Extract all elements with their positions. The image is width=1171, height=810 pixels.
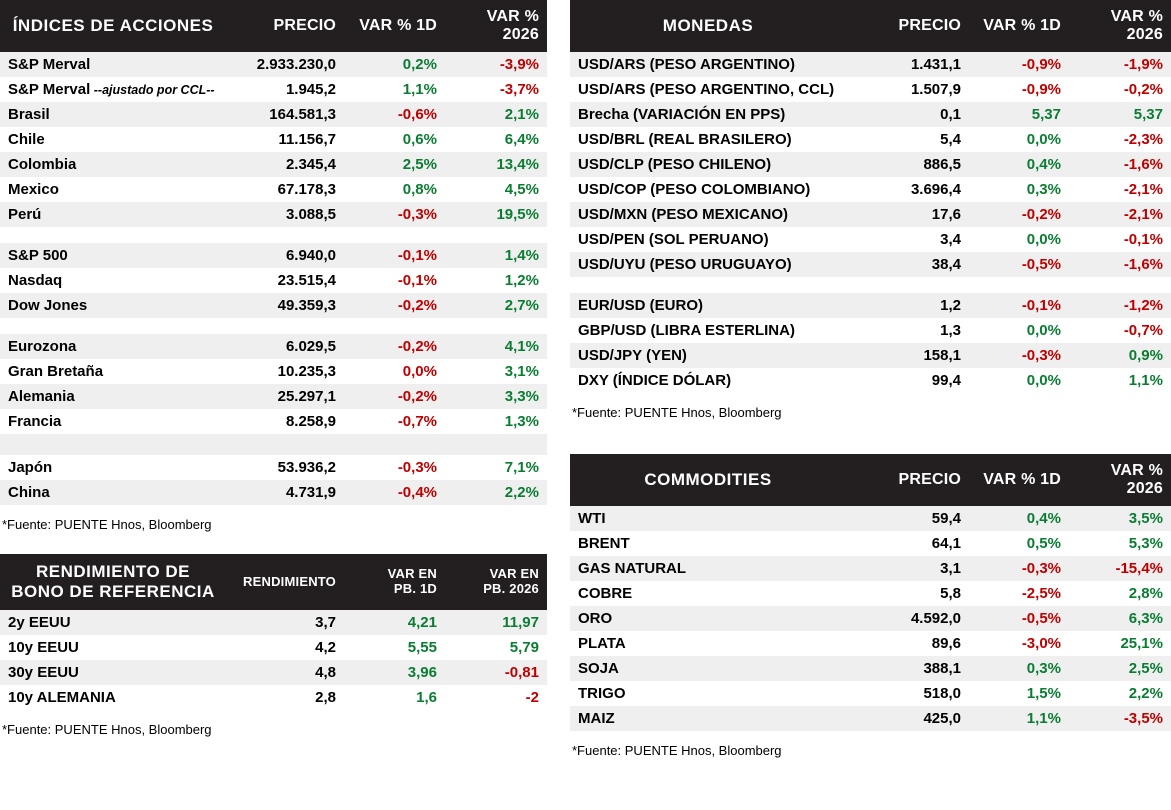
currencies-header-price: PRECIO [846, 0, 969, 52]
row-var-1d: 1,6 [344, 685, 445, 710]
row-var-1d: -0,3% [969, 556, 1069, 581]
row-var-ytd: 2,8% [1069, 581, 1171, 606]
row-var-ytd: 6,4% [445, 127, 547, 152]
row-label: USD/JPY (YEN) [570, 343, 846, 368]
row-label: GBP/USD (LIBRA ESTERLINA) [570, 318, 846, 343]
row-price: 4,2 [226, 635, 344, 660]
commodities-header-var1d: VAR % 1D [969, 454, 1069, 506]
row-var-ytd: 2,5% [1069, 656, 1171, 681]
equities-header-row [0, 0, 547, 52]
equities-header-var1d: VAR % 1D [344, 0, 445, 52]
table-row [0, 610, 547, 635]
row-label: SOJA [570, 656, 846, 681]
row-var-ytd: -15,4% [1069, 556, 1171, 581]
row-var-ytd: 1,2% [445, 268, 547, 293]
row-price: 38,4 [846, 252, 969, 277]
row-var-ytd: 5,3% [1069, 531, 1171, 556]
row-label: DXY (ÍNDICE DÓLAR) [570, 368, 846, 393]
row-price: 4,8 [226, 660, 344, 685]
row-var-ytd: 5,79 [445, 635, 547, 660]
table-row [570, 656, 1171, 681]
bonds-header-var1d-line1: VAR EN [387, 566, 437, 582]
table-row [570, 102, 1171, 127]
row-price: 49.359,3 [226, 293, 344, 318]
table-row [0, 52, 547, 77]
row-label: USD/UYU (PESO URUGUAYO) [570, 252, 846, 277]
row-var-ytd: 2,7% [445, 293, 547, 318]
commodities-header-row [570, 454, 1171, 506]
row-var-ytd: 2,2% [1069, 681, 1171, 706]
table-row [0, 102, 547, 127]
table-row [570, 152, 1171, 177]
table-row [0, 685, 547, 710]
row-var-ytd: 6,3% [1069, 606, 1171, 631]
row-var-ytd: -0,1% [1069, 227, 1171, 252]
row-label: USD/BRL (REAL BRASILERO) [570, 127, 846, 152]
row-price: 2.345,4 [226, 152, 344, 177]
currencies-header-var2026: VAR % 2026 [1069, 0, 1171, 52]
row-label: 30y EEUU [0, 660, 226, 685]
table-row [570, 252, 1171, 277]
row-var-ytd: -2,3% [1069, 127, 1171, 152]
row-var-1d: 0,0% [344, 359, 445, 384]
bonds-header-var2026 [445, 554, 547, 610]
row-var-ytd: -3,9% [445, 52, 547, 77]
row-price: 3.696,4 [846, 177, 969, 202]
row-price: 10.235,3 [226, 359, 344, 384]
row-label: S&P Merval --ajustado por CCL-- [0, 77, 226, 102]
row-var-ytd: -1,2% [1069, 293, 1171, 318]
bonds-header-var2026-line1: VAR EN [489, 566, 539, 582]
row-label: Japón [0, 455, 226, 480]
row-price: 388,1 [846, 656, 969, 681]
bonds-body [0, 610, 547, 710]
row-var-1d: -0,3% [969, 343, 1069, 368]
row-price: 1.507,9 [846, 77, 969, 102]
row-label: Francia [0, 409, 226, 434]
row-price: 23.515,4 [226, 268, 344, 293]
row-var-ytd: 3,3% [445, 384, 547, 409]
row-price: 8.258,9 [226, 409, 344, 434]
table-row [0, 268, 547, 293]
row-label: ORO [570, 606, 846, 631]
row-var-1d: -0,1% [344, 243, 445, 268]
row-price: 4.592,0 [846, 606, 969, 631]
table-row [0, 334, 547, 359]
currencies-table [570, 0, 1171, 393]
table-row [570, 506, 1171, 531]
row-label: Colombia [0, 152, 226, 177]
row-var-ytd: 2,1% [445, 102, 547, 127]
row-price: 25.297,1 [226, 384, 344, 409]
row-var-1d: -0,3% [344, 455, 445, 480]
row-var-ytd: -0,81 [445, 660, 547, 685]
row-label: USD/PEN (SOL PERUANO) [570, 227, 846, 252]
row-label: Eurozona [0, 334, 226, 359]
row-var-ytd: -0,2% [1069, 77, 1171, 102]
row-price: 6.029,5 [226, 334, 344, 359]
row-var-1d: 0,3% [969, 177, 1069, 202]
row-price: 886,5 [846, 152, 969, 177]
spacer-cell [0, 434, 547, 455]
row-var-1d: 0,5% [969, 531, 1069, 556]
table-row [0, 152, 547, 177]
bonds-header-var1d-line2: PB. 1D [393, 581, 437, 596]
equities-source: *Fuente: PUENTE Hnos, Bloomberg [2, 517, 212, 532]
row-var-ytd: 11,97 [445, 610, 547, 635]
row-var-ytd: 5,37 [1069, 102, 1171, 127]
row-label: Perú [0, 202, 226, 227]
table-row [570, 202, 1171, 227]
row-var-ytd: -2,1% [1069, 177, 1171, 202]
row-var-1d: 0,2% [344, 52, 445, 77]
row-label: S&P Merval [0, 52, 226, 77]
row-var-ytd: 4,5% [445, 177, 547, 202]
row-var-ytd: -1,6% [1069, 152, 1171, 177]
row-label: GAS NATURAL [570, 556, 846, 581]
table-spacer [0, 434, 547, 455]
row-var-1d: -3,0% [969, 631, 1069, 656]
table-row [0, 480, 547, 505]
spacer-cell [0, 227, 547, 243]
row-price: 5,4 [846, 127, 969, 152]
table-row [570, 343, 1171, 368]
row-var-1d: 1,1% [969, 706, 1069, 731]
row-var-ytd: -1,6% [1069, 252, 1171, 277]
table-row [570, 77, 1171, 102]
row-price: 1,2 [846, 293, 969, 318]
bonds-header-yield: RENDIMIENTO [226, 554, 344, 610]
row-var-1d: 0,0% [969, 368, 1069, 393]
row-var-ytd: 1,1% [1069, 368, 1171, 393]
row-label: Brecha (VARIACIÓN EN PPS) [570, 102, 846, 127]
row-var-ytd: 2,2% [445, 480, 547, 505]
row-price: 3,1 [846, 556, 969, 581]
row-price: 3.088,5 [226, 202, 344, 227]
row-price: 2,8 [226, 685, 344, 710]
row-price: 11.156,7 [226, 127, 344, 152]
row-label: Brasil [0, 102, 226, 127]
bonds-header-var2026-line2: PB. 2026 [483, 581, 539, 596]
row-label: PLATA [570, 631, 846, 656]
row-var-1d: 0,4% [969, 152, 1069, 177]
row-var-1d: 0,8% [344, 177, 445, 202]
row-var-ytd: 0,9% [1069, 343, 1171, 368]
row-var-ytd: 19,5% [445, 202, 547, 227]
row-price: 5,8 [846, 581, 969, 606]
left-column [0, 0, 547, 741]
row-label: Chile [0, 127, 226, 152]
table-row [570, 631, 1171, 656]
spacer-cell [0, 318, 547, 334]
row-var-ytd: 3,5% [1069, 506, 1171, 531]
row-var-1d: -0,1% [344, 268, 445, 293]
row-var-ytd: -3,7% [445, 77, 547, 102]
row-price: 67.178,3 [226, 177, 344, 202]
table-spacer [0, 318, 547, 334]
table-row [570, 556, 1171, 581]
bonds-title [0, 554, 226, 610]
row-price: 1.945,2 [226, 77, 344, 102]
row-label: EUR/USD (EURO) [570, 293, 846, 318]
row-var-1d: 3,96 [344, 660, 445, 685]
row-var-1d: -0,7% [344, 409, 445, 434]
table-row [0, 359, 547, 384]
row-label: USD/CLP (PESO CHILENO) [570, 152, 846, 177]
row-label: 2y EEUU [0, 610, 226, 635]
row-var-1d: -0,2% [969, 202, 1069, 227]
row-price: 64,1 [846, 531, 969, 556]
row-price: 6.940,0 [226, 243, 344, 268]
row-var-ytd: 1,3% [445, 409, 547, 434]
row-label: MAIZ [570, 706, 846, 731]
row-var-ytd: 25,1% [1069, 631, 1171, 656]
table-spacer [570, 277, 1171, 293]
commodities-header-var2026: VAR % 2026 [1069, 454, 1171, 506]
row-price: 3,4 [846, 227, 969, 252]
row-var-ytd: -3,5% [1069, 706, 1171, 731]
row-var-ytd: 7,1% [445, 455, 547, 480]
table-row [0, 77, 547, 102]
table-row [0, 455, 547, 480]
row-var-1d: -0,2% [344, 293, 445, 318]
row-var-1d: 0,0% [969, 227, 1069, 252]
row-label: USD/ARS (PESO ARGENTINO, CCL) [570, 77, 846, 102]
row-label: TRIGO [570, 681, 846, 706]
table-row [570, 581, 1171, 606]
row-label: Alemania [0, 384, 226, 409]
row-price: 59,4 [846, 506, 969, 531]
table-row [570, 127, 1171, 152]
row-price: 1.431,1 [846, 52, 969, 77]
bonds-source: *Fuente: PUENTE Hnos, Bloomberg [2, 722, 212, 737]
row-var-1d: 5,37 [969, 102, 1069, 127]
row-var-1d: -0,2% [344, 384, 445, 409]
currencies-header-var1d: VAR % 1D [969, 0, 1069, 52]
commodities-title: COMMODITIES [570, 454, 846, 506]
bonds-header-row [0, 554, 547, 610]
commodities-source: *Fuente: PUENTE Hnos, Bloomberg [572, 743, 782, 758]
row-label: Nasdaq [0, 268, 226, 293]
table-row [570, 368, 1171, 393]
table-row [570, 681, 1171, 706]
table-row [0, 635, 547, 660]
row-var-1d: -0,5% [969, 252, 1069, 277]
row-var-ytd: 3,1% [445, 359, 547, 384]
table-row [0, 243, 547, 268]
row-price: 518,0 [846, 681, 969, 706]
row-var-1d: 0,0% [969, 127, 1069, 152]
table-row [0, 293, 547, 318]
commodities-header-price: PRECIO [846, 454, 969, 506]
row-label: COBRE [570, 581, 846, 606]
table-row [0, 127, 547, 152]
table-row [570, 706, 1171, 731]
row-var-1d: -0,2% [344, 334, 445, 359]
row-price: 4.731,9 [226, 480, 344, 505]
row-price: 2.933.230,0 [226, 52, 344, 77]
row-var-1d: 0,0% [969, 318, 1069, 343]
row-var-ytd: -0,7% [1069, 318, 1171, 343]
bonds-title-line2: BONO DE REFERENCIA [11, 582, 215, 601]
row-var-ytd: 4,1% [445, 334, 547, 359]
table-row [570, 177, 1171, 202]
row-label: WTI [570, 506, 846, 531]
row-var-1d: -0,1% [969, 293, 1069, 318]
row-price: 158,1 [846, 343, 969, 368]
table-row [0, 202, 547, 227]
right-column [570, 0, 1171, 762]
equities-table [0, 0, 547, 505]
equities-body [0, 52, 547, 505]
table-row [570, 318, 1171, 343]
bonds-table [0, 554, 547, 710]
commodities-body [570, 506, 1171, 731]
row-label: Dow Jones [0, 293, 226, 318]
row-var-ytd: -1,9% [1069, 52, 1171, 77]
table-row [570, 293, 1171, 318]
row-var-1d: 0,4% [969, 506, 1069, 531]
currencies-header-row [570, 0, 1171, 52]
row-var-1d: -0,5% [969, 606, 1069, 631]
row-label: BRENT [570, 531, 846, 556]
row-label: 10y EEUU [0, 635, 226, 660]
table-row [570, 531, 1171, 556]
row-label: Gran Bretaña [0, 359, 226, 384]
row-label: USD/ARS (PESO ARGENTINO) [570, 52, 846, 77]
row-label: China [0, 480, 226, 505]
row-var-1d: 2,5% [344, 152, 445, 177]
row-var-1d: 1,5% [969, 681, 1069, 706]
table-row [570, 606, 1171, 631]
table-row [570, 227, 1171, 252]
row-var-1d: 1,1% [344, 77, 445, 102]
row-price: 53.936,2 [226, 455, 344, 480]
row-var-1d: -0,3% [344, 202, 445, 227]
row-price: 164.581,3 [226, 102, 344, 127]
table-spacer [0, 227, 547, 243]
row-var-1d: -2,5% [969, 581, 1069, 606]
row-label: USD/MXN (PESO MEXICANO) [570, 202, 846, 227]
equities-header-var2026: VAR % 2026 [445, 0, 547, 52]
row-var-1d: 0,3% [969, 656, 1069, 681]
row-price: 3,7 [226, 610, 344, 635]
row-price: 89,6 [846, 631, 969, 656]
row-var-ytd: 1,4% [445, 243, 547, 268]
currencies-title: MONEDAS [570, 0, 846, 52]
row-var-1d: 0,6% [344, 127, 445, 152]
table-row [0, 660, 547, 685]
equities-title: ÍNDICES DE ACCIONES [0, 0, 226, 52]
row-var-1d: -0,6% [344, 102, 445, 127]
table-row [570, 52, 1171, 77]
row-price: 17,6 [846, 202, 969, 227]
row-label: 10y ALEMANIA [0, 685, 226, 710]
row-label-suffix: --ajustado por CCL-- [90, 83, 215, 97]
spacer-cell [570, 277, 1171, 293]
row-var-1d: 5,55 [344, 635, 445, 660]
row-var-1d: -0,4% [344, 480, 445, 505]
bonds-title-line1: RENDIMIENTO DE [35, 562, 191, 581]
table-row [0, 409, 547, 434]
row-price: 1,3 [846, 318, 969, 343]
row-var-ytd: -2,1% [1069, 202, 1171, 227]
commodities-table [570, 454, 1171, 731]
table-row [0, 384, 547, 409]
row-label: Mexico [0, 177, 226, 202]
row-var-1d: -0,9% [969, 52, 1069, 77]
row-price: 99,4 [846, 368, 969, 393]
row-label: USD/COP (PESO COLOMBIANO) [570, 177, 846, 202]
equities-header-price: PRECIO [226, 0, 344, 52]
bonds-header-var1d [344, 554, 445, 610]
row-var-1d: -0,9% [969, 77, 1069, 102]
row-label: S&P 500 [0, 243, 226, 268]
currencies-source: *Fuente: PUENTE Hnos, Bloomberg [572, 405, 782, 420]
row-var-ytd: -2 [445, 685, 547, 710]
row-price: 425,0 [846, 706, 969, 731]
row-var-1d: 4,21 [344, 610, 445, 635]
table-row [0, 177, 547, 202]
row-var-ytd: 13,4% [445, 152, 547, 177]
row-price: 0,1 [846, 102, 969, 127]
currencies-body [570, 52, 1171, 393]
